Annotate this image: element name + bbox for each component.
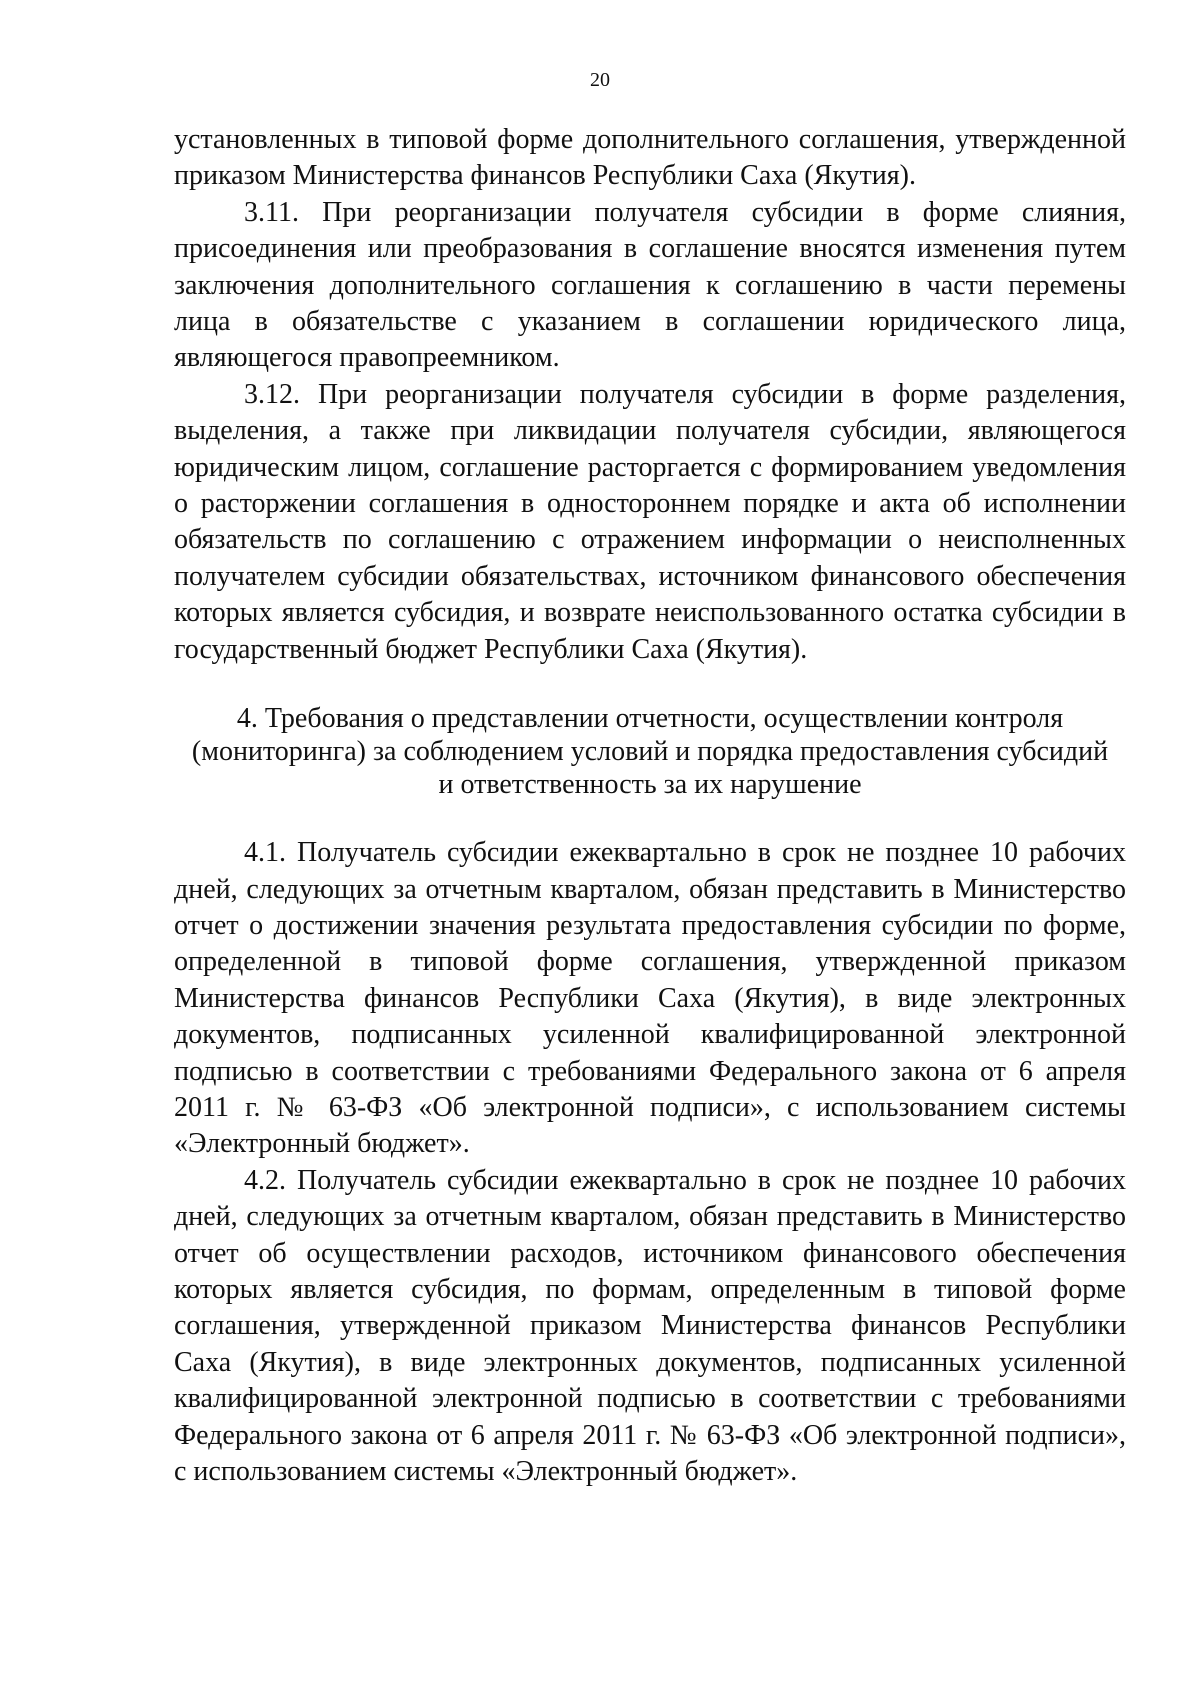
section-heading-line: и ответственность за их нарушение [438,769,862,801]
section-heading [174,702,1126,801]
paragraph-3-12: 3.12. При реорганизации получателя субсидии в форме разделения, выделения, а также при ликвидации получателя субсидии, являющегося юридическим лицом, соглашение расторгается с формированием уведомления о расторжении соглашения в одностороннем порядке и акта об исполнении обязательств по соглашению с отражением информации о неисполненных получателем субсидии обязательствах, источником финансового обеспечения которых является субсидия, и возврате неиспользованного остатка субсидии в государственный бюджет Республики Саха (Якутия). [174,378,1126,665]
page-number: 20 [590,69,610,91]
paragraph-3-11: 3.11. При реорганизации получателя субсидии в форме слияния, присоединения или преобразования в соглашение вносятся изменения путем заключения дополнительного соглашения к соглашению в части перемены лица в обязательстве с указанием в соглашении юридического лица, являющегося правопреемником. [174,196,1126,374]
section-heading-line: (мониторинга) за соблюдением условий и порядка предоставления субсидий [191,736,1109,768]
paragraph-continuation: установленных в типовой форме дополнительного соглашения, утвержденной приказом Министерства финансов Республики Саха (Якутия). [174,124,1126,192]
paragraph-4-2: 4.2. Получатель субсидии ежеквартально в срок не позднее 10 рабочих дней, следующих за отчетным кварталом, обязан представить в Министерство отчет об осуществлении расходов, источником финансового обеспечения которых является субсидия, по формам, определенным в типовой форме соглашения, утвержденной приказом Министерства финансов Республики Саха (Якутия), в виде электронных документов, подписанных усиленной квалифицированной электронной подписью в соответствии с требованиями Федерального закона от 6 апреля 2011 г. № 63-ФЗ «Об электронной подписи», с использованием системы «Электронный бюджет». [174,1164,1126,1487]
paragraph-4-1: 4.1. Получатель субсидии ежеквартально в срок не позднее 10 рабочих дней, следующих за отчетным кварталом, обязан представить в Министерство отчет о достижении значения результата предоставления субсидии по форме, определенной в типовой форме соглашения, утвержденной приказом Министерства финансов Республики Саха (Якутия), в виде электронных документов, подписанных усиленной квалифицированной электронной подписью в соответствии с требованиями Федерального закона от 6 апреля 2011 г. № 63-ФЗ «Об электронной подписи», с использованием системы «Электронный бюджет». [174,837,1126,1160]
document-body [174,122,1126,1490]
section-heading-line: 4. Требования о представлении отчетности, осуществлении контроля [236,703,1064,735]
